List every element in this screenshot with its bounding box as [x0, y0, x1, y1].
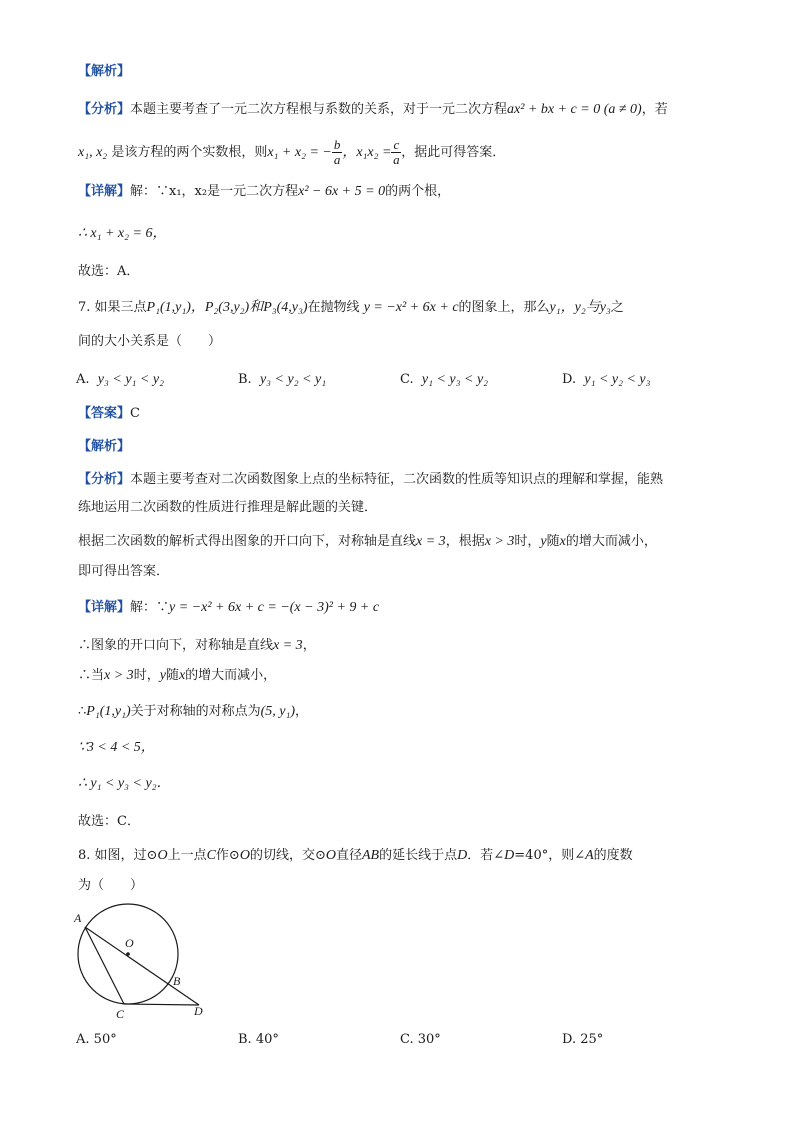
q7-option-b: B. y₃ < y₂ < y₁: [238, 372, 327, 387]
center-point: [126, 952, 130, 956]
label-b: B: [173, 974, 181, 988]
q7-fenxi-line3: 根据二次函数的解析式得出图象的开口向下，对称轴是直线x = 3，根据x > 3时，y随x的增大而减小，: [78, 534, 657, 549]
q6-step-1: ∴ x₁ + x₂ = 6，: [78, 226, 167, 241]
q7-jiexi-heading: 【解析】: [78, 439, 131, 454]
q7-step-5: ∴ y₁ < y₃ < y₂．: [78, 776, 171, 791]
q7-step-1: ∴图象的开口向下，对称轴是直线x = 3，: [78, 638, 316, 653]
fraction-b-over-a: $\frac{b}{a}$: [333, 137, 341, 167]
q8-stem-line2: 为（ ）: [78, 878, 144, 893]
label-c: C: [116, 1007, 125, 1021]
q7-fenxi-line1: 【分析】本题主要考查对二次函数图象上点的坐标特征，二次函数的性质等知识点的理解和掌握，能熟: [78, 472, 664, 487]
q7-stem-line1: 7. 如果三点P₁(1,y₁)，P₂(3,y₂)和P₃(4,y₃)在抛物线 y = −x² + 6x + c的图象上，那么y₁，y₂与y₃之: [78, 300, 624, 315]
q6-fenxi-line2: x₁, x₂ 是该方程的两个实数根，则x₁ + x₂ = − $\frac{b}{a}$ ，x₁x₂ = $\frac{c}{a}$ ，据此可得答案．: [78, 137, 506, 167]
q7-step-4: ∵3 < 4 < 5，: [78, 740, 155, 755]
q7-stem-line2: 间的大小关系是（ ）: [78, 334, 222, 349]
q7-option-d: D. y₁ < y₂ < y₃: [562, 372, 651, 387]
q6-fenxi-line1: 【分析】本题主要考查了一元二次方程根与系数的关系，对于一元二次方程ax² + bx + c = 0 (a ≠ 0)，若: [78, 102, 668, 117]
fraction-c-over-a: $\frac{c}{a}$: [393, 137, 400, 167]
q7-fenxi-line4: 即可得出答案．: [78, 564, 170, 579]
q7-step-3: ∴P₁(1,y₁)关于对称轴的对称点为(5, y₁)，: [78, 704, 309, 719]
q7-option-c: C. y₁ < y₃ < y₂: [400, 372, 489, 387]
q7-fenxi-line2: 练地运用二次函数的性质进行推理是解此题的关键．: [78, 500, 378, 515]
q6-choose: 故选：A．: [78, 264, 140, 279]
q8-stem-line1: 8. 如图，过⊙O上一点C作⊙O的切线，交⊙O直径AB的延长线于点D．若∠D=40°，则∠A的度数: [78, 848, 633, 863]
q8-option-c: C. 30°: [400, 1032, 441, 1047]
label-o: O: [125, 936, 134, 950]
q7-option-a: A. y₃ < y₁ < y₂: [76, 372, 164, 387]
q6-jiexi-heading: 【解析】: [78, 64, 131, 79]
q8-option-a: A. 50°: [76, 1032, 117, 1047]
q7-xiangjie-line: 【详解】解：∵y = −x² + 6x + c = −(x − 3)² + 9 + c: [78, 600, 380, 615]
q7-step-2: ∴当x > 3时，y随x的增大而减小，: [78, 668, 277, 683]
tangent-cd: [124, 1004, 199, 1005]
q6-fenxi-tag: 【分析】: [78, 102, 131, 117]
q7-choose: 故选：C．: [78, 814, 140, 829]
q8-option-b: B. 40°: [238, 1032, 279, 1047]
label-a: A: [74, 911, 82, 925]
q7-answer: 【答案】C: [78, 406, 140, 421]
q6-xiangjie-line: 【详解】解：∵x₁，x₂是一元二次方程x² − 6x + 5 = 0的两个根，: [78, 184, 451, 199]
diameter-ab-extended: [85, 927, 199, 1005]
chord-ac: [85, 927, 124, 1004]
label-d: D: [194, 1004, 203, 1018]
q8-option-d: D. 25°: [562, 1032, 604, 1047]
q8-geometry-figure: [70, 902, 220, 1022]
